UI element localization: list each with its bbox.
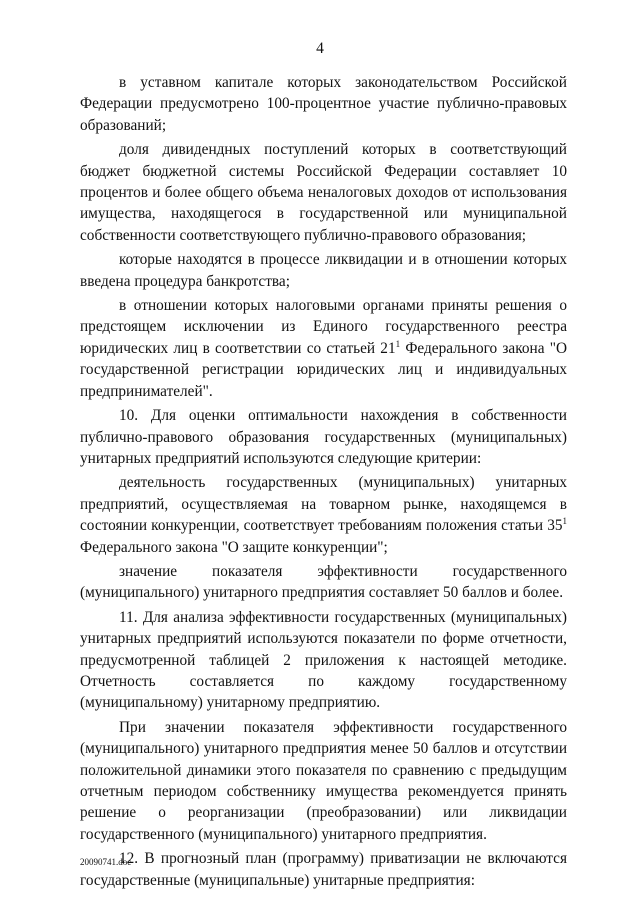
paragraph: в уставном капитале которых законодательством Российской Федерации предусмотрено 100-процентное участие публично-правовых образований; bbox=[80, 74, 567, 134]
paragraph: значение показателя эффективности государственного (муниципального) унитарного предприятия составляет 50 баллов и более. bbox=[80, 562, 567, 602]
page-number: 4 bbox=[316, 40, 324, 57]
paragraph: 11. Для анализа эффективности государственных (муниципальных) унитарных предприятий используются показатели по форме отчетности, предусмотренной таблицей 2 приложения к настоящей методике. Отчетность составляется по каждому государственному (муниципальному) унитарному предприятию. bbox=[80, 608, 567, 712]
paragraph: доля дивидендных поступлений которых в соответствующий бюджет бюджетной системы Российской Федерации составляет 10 процентов и более общего объема неналоговых доходов от использования имущества, находящегося в государственной или муниципальной собственности соответствующего публично-правового образования; bbox=[80, 141, 567, 244]
superscript: 1 bbox=[395, 338, 401, 349]
paragraph: 10. Для оценки оптимальности нахождения в собственности публично-правового образования государственных (муниципальных) унитарных предприятий используются следующие критерии: bbox=[80, 407, 567, 467]
file-name-footer: 20090741.doc bbox=[80, 857, 132, 867]
paragraph-text: Федерального закона "О защите конкуренции"; bbox=[80, 538, 388, 556]
paragraph: При значении показателя эффективности государственного (муниципального) унитарного предприятия менее 50 баллов и отсутствии положительной динамики этого показателя по сравнению с предыдущим отчетным периодом собственнику имущества рекомендуется принять решение о реорганизации (преобразовании) или ликвидации государственного (муниципального) унитарного предприятия. bbox=[80, 718, 567, 843]
paragraph-text: в отношении которых налоговыми органами приняты решения о предстоящем исключении из Единого государственного реестра юридических лиц в соответствии со статьей 21 bbox=[80, 297, 567, 357]
document-body bbox=[80, 72, 567, 891]
paragraph bbox=[80, 472, 567, 558]
paragraph-text: Федерального закона "О государственной регистрации юридических лиц и индивидуальных предпринимателей". bbox=[80, 339, 567, 400]
superscript: 1 bbox=[562, 516, 567, 527]
paragraph bbox=[80, 295, 567, 402]
paragraph: которые находятся в процессе ликвидации и в отношении которых введена процедура банкротства; bbox=[80, 251, 567, 290]
paragraph: 12. В прогнозный план (программу) приватизации не включаются государственные (муниципальные) унитарные предприятия: bbox=[80, 850, 567, 889]
paragraph-text: деятельность государственных (муниципальных) унитарных предприятий, осуществляемая на товарном рынке, находящемся в состоянии конкуренции, соответствует требованиям положения статьи 35 bbox=[80, 474, 567, 535]
